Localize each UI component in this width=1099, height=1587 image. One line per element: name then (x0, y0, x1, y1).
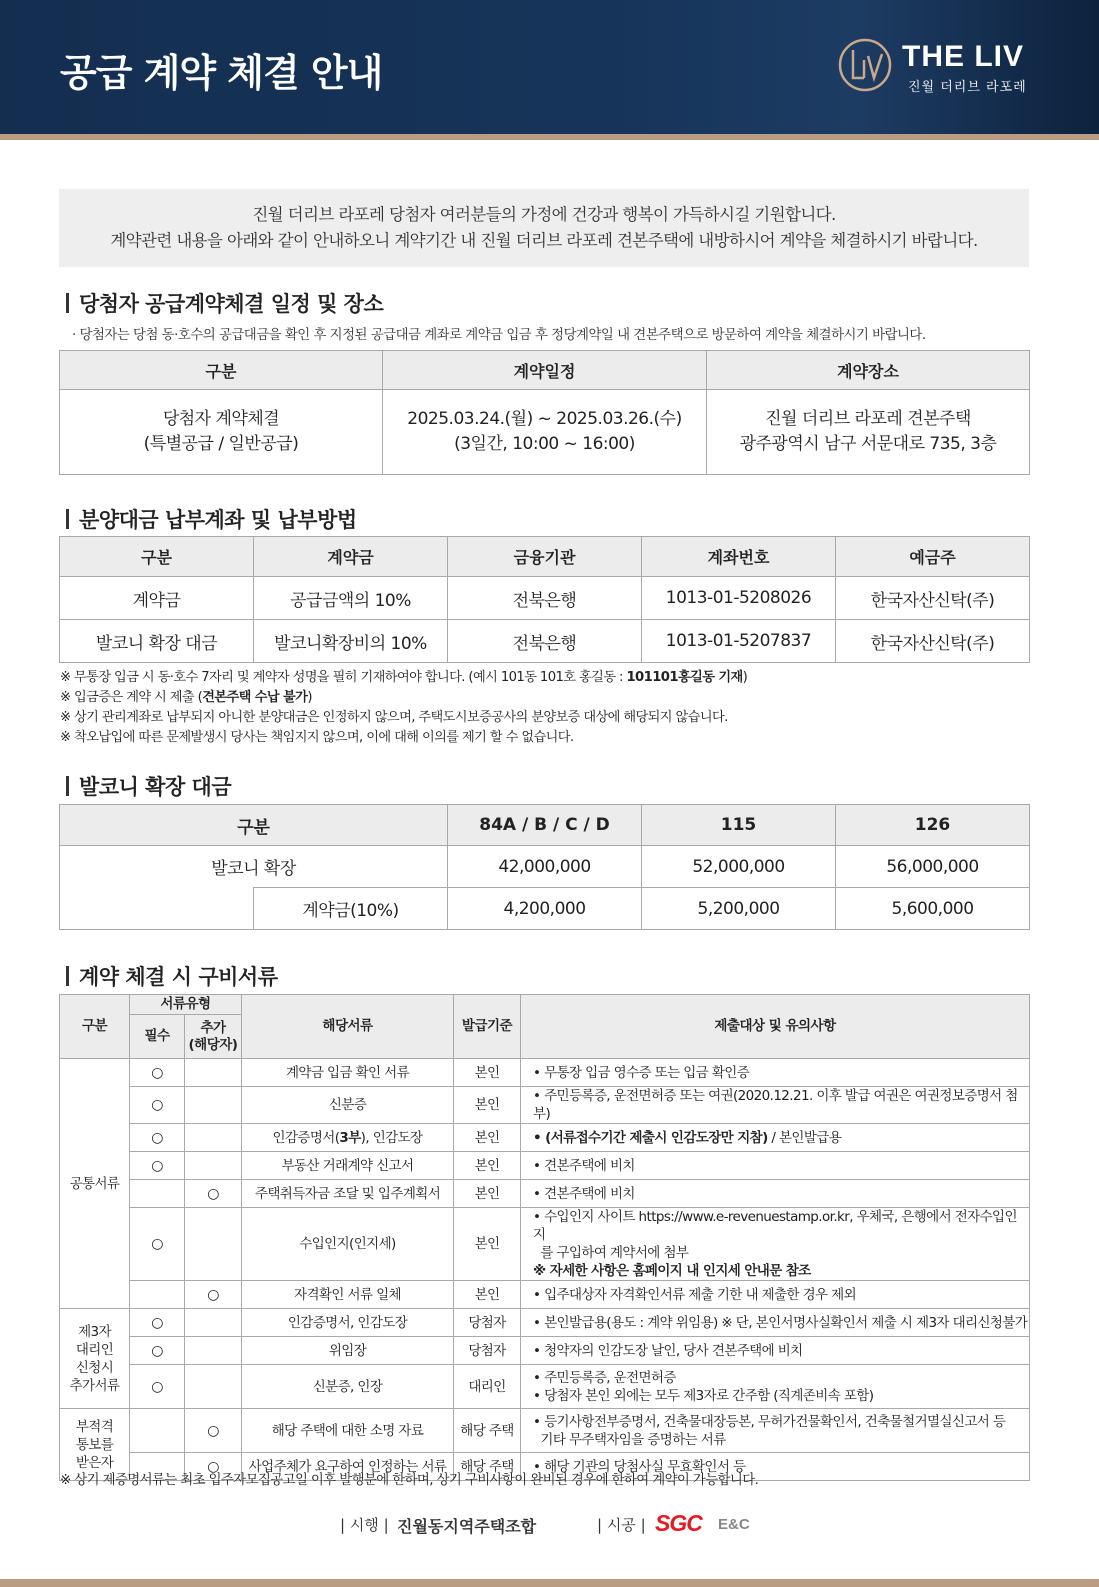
note-text: ※ 무통장 입금 시 동·호수 7자리 및 계약자 성명을 필히 기재하여야 합니다. (예시 101동 101호 홍길동 : (60, 670, 627, 685)
docs-header-document: 해당서류 (242, 995, 454, 1059)
note-tail: ) (307, 690, 312, 705)
doc-note-line: • 등기사항전부증명서, 건축물대장등본, 무허가건물확인서, 건축물철거멸실신고서 등 (533, 1413, 1006, 1430)
payment-note-3 (60, 708, 747, 728)
note-text: ※ 착오납입에 따른 문제발생시 당사는 책임지지 않으며, 이에 대해 이의를 제기 할 수 없습니다. (60, 730, 574, 745)
doc-note-post: / 본인발급용 (767, 1129, 842, 1146)
doc-note: • 견본주택에 비치 (521, 1152, 1030, 1180)
doc-name: 계약금 입금 확인 서류 (242, 1059, 454, 1087)
note-text: ※ 상기 관리계좌로 납부되지 아니한 분양대금은 인정하지 않으며, 주택도시보증공사의 분양보증 대상에 해당되지 않습니다. (60, 710, 728, 725)
docs-header-issuer: 발급기준 (454, 995, 521, 1059)
payment-header-bank: 금융기관 (448, 537, 642, 577)
page-header (0, 0, 1099, 134)
doc-issuer: 본인 (454, 1087, 521, 1124)
doc-issuer: 본인 (454, 1208, 521, 1281)
required-empty (130, 1409, 185, 1453)
docs-header-required: 필수 (130, 1015, 185, 1059)
doc-note (521, 1208, 1030, 1281)
doc-note (521, 1365, 1030, 1409)
additional-empty (185, 1309, 242, 1337)
balcony-header-gubun: 구분 (60, 805, 448, 846)
table-row (60, 1059, 1030, 1087)
doc-note-line: 기타 무주택자임을 증명하는 서류 (533, 1431, 726, 1448)
table-row (60, 1087, 1030, 1124)
required-mark: ○ (130, 1208, 185, 1281)
payment-note-2 (60, 688, 747, 708)
docs-group-proxy: 제3자 대리인 신청시 추가서류 (60, 1309, 130, 1409)
schedule-date-line2: (3일간, 10:00 ~ 16:00) (454, 434, 635, 454)
schedule-cell-place (707, 390, 1030, 475)
balcony-value: 56,000,000 (836, 846, 1030, 888)
doc-name: 인감증명서, 인감도장 (242, 1309, 454, 1337)
doc-issuer: 해당 주택 (454, 1453, 521, 1481)
table-row (60, 1365, 1030, 1409)
doc-issuer: 대리인 (454, 1365, 521, 1409)
table-row (60, 1208, 1030, 1281)
payment-cell: 발코니 확장 대금 (60, 620, 254, 663)
doc-note-line: • 수입인지 사이트 https://www.e-revenuestamp.or.kr, 우체국, 은행에서 전자수입인지 (533, 1209, 1017, 1243)
doc-issuer: 당첨자 (454, 1337, 521, 1365)
doc-note: • 본인발급용(용도 : 계약 위임용) ※ 단, 본인서명사실확인서 제출 시 제3자 대리신청불가 (521, 1309, 1030, 1337)
required-mark: ○ (130, 1059, 185, 1087)
required-empty (130, 1281, 185, 1309)
doc-note-line: 를 구입하여 계약서에 첨부 (533, 1245, 689, 1261)
balcony-empty-cell (60, 888, 254, 930)
additional-empty (185, 1087, 242, 1124)
additional-empty (185, 1152, 242, 1180)
doc-name: 사업주체가 요구하여 인정하는 서류 (242, 1453, 454, 1481)
schedule-table (59, 350, 1030, 475)
doc-note-bold-line: ※ 자세한 사항은 홈페이지 내 인지세 안내문 참조 (533, 1263, 811, 1279)
doc-name: 자격확인 서류 일체 (242, 1281, 454, 1309)
table-row (60, 1409, 1030, 1453)
header-accent-bar (0, 134, 1099, 140)
table-row (60, 1337, 1030, 1365)
greeting-line-2: 계약관련 내용을 아래와 같이 안내하오니 계약기간 내 진월 더리브 라포레 견본주택에 내방하시어 계약을 체결하시기 바랍니다. (110, 231, 978, 250)
payment-cell: 한국자산신탁(주) (836, 620, 1030, 663)
additional-mark: ○ (185, 1409, 242, 1453)
footer-developer-name: 진월동지역주택조합 (397, 1517, 537, 1536)
balcony-value: 5,600,000 (836, 888, 1030, 930)
table-row (60, 577, 1030, 620)
schedule-date-line1: 2025.03.24.(월) ~ 2025.03.26.(수) (407, 409, 682, 429)
doc-name (242, 1124, 454, 1152)
documents-table (59, 994, 1030, 1481)
balcony-value: 52,000,000 (642, 846, 836, 888)
payment-header-deposit: 계약금 (254, 537, 448, 577)
doc-name: 수입인지(인지세) (242, 1208, 454, 1281)
doc-name-pre: 인감증명서( (272, 1129, 340, 1146)
payment-table (59, 536, 1030, 663)
doc-name: 주택취득자금 조달 및 입주계획서 (242, 1180, 454, 1208)
additional-empty (185, 1365, 242, 1409)
payment-notes (60, 668, 747, 748)
greeting-box (59, 189, 1029, 267)
doc-issuer: 본인 (454, 1281, 521, 1309)
docs-header-notes: 제출대상 및 유의사항 (521, 995, 1030, 1059)
logo-sub-text: 진월 더리브 라포레 (908, 80, 1027, 95)
logo-main-text: THE LIV (902, 40, 1025, 73)
required-mark: ○ (130, 1124, 185, 1152)
balcony-header-84: 84A / B / C / D (448, 805, 642, 846)
required-mark: ○ (130, 1152, 185, 1180)
balcony-value: 4,200,000 (448, 888, 642, 930)
table-row (60, 620, 1030, 663)
docs-group-common: 공통서류 (60, 1059, 130, 1309)
payment-cell: 발코니확장비의 10% (254, 620, 448, 663)
doc-note: • 주민등록증, 운전면허증 또는 여권(2020.12.21. 이후 발급 여권은 여권정보증명서 첨부) (521, 1087, 1030, 1124)
required-mark: ○ (130, 1309, 185, 1337)
doc-note: • 입주대상자 자격확인서류 제출 기한 내 제출한 경우 제외 (521, 1281, 1030, 1309)
balcony-table (59, 804, 1030, 930)
doc-issuer: 해당 주택 (454, 1409, 521, 1453)
note-tail: ) (742, 670, 748, 685)
doc-name: 신분증, 인장 (242, 1365, 454, 1409)
additional-mark: ○ (185, 1180, 242, 1208)
table-row (60, 1152, 1030, 1180)
payment-cell: 전북은행 (448, 577, 642, 620)
schedule-header-place: 계약장소 (707, 351, 1030, 390)
section-title-payment: 분양대금 납부계좌 및 납부방법 (66, 504, 357, 534)
note-text: ※ 입금증은 계약 시 제출 ( (60, 690, 203, 705)
schedule-header-date: 계약일정 (383, 351, 707, 390)
doc-issuer: 당첨자 (454, 1309, 521, 1337)
doc-issuer: 본인 (454, 1152, 521, 1180)
additional-empty (185, 1208, 242, 1281)
doc-issuer: 본인 (454, 1124, 521, 1152)
section-title-balcony: 발코니 확장 대금 (66, 771, 231, 801)
payment-header-holder: 예금주 (836, 537, 1030, 577)
balcony-header-126: 126 (836, 805, 1030, 846)
payment-cell: 계약금 (60, 577, 254, 620)
doc-note-line: • 주민등록증, 운전면허증 (533, 1369, 676, 1386)
section-title-schedule: 당첨자 공급계약체결 일정 및 장소 (66, 288, 383, 318)
required-empty (130, 1180, 185, 1208)
schedule-type-line1: 당첨자 계약체결 (162, 409, 280, 429)
required-mark: ○ (130, 1087, 185, 1124)
balcony-value: 5,200,000 (642, 888, 836, 930)
payment-cell: 1013-01-5208026 (642, 577, 836, 620)
additional-mark: ○ (185, 1281, 242, 1309)
footer-accent-bar (0, 1579, 1099, 1587)
balcony-row-label: 계약금(10%) (254, 888, 448, 930)
doc-issuer: 본인 (454, 1180, 521, 1208)
required-mark: ○ (130, 1337, 185, 1365)
payment-cell: 한국자산신탁(주) (836, 577, 1030, 620)
balcony-header-115: 115 (642, 805, 836, 846)
balcony-row-label: 발코니 확장 (60, 846, 448, 888)
documents-final-note: ※ 상기 제증명서류는 최초 입주자모집공고일 이후 발행분에 한하며, 상기 구비사항이 완비된 경우에 한하여 계약이 가능합니다. (60, 1473, 759, 1488)
table-row (60, 888, 1030, 930)
payment-cell: 1013-01-5207837 (642, 620, 836, 663)
docs-group-unfit: 부적격 통보를 받은자 (60, 1409, 130, 1481)
additional-empty (185, 1337, 242, 1365)
additional-empty (185, 1059, 242, 1087)
doc-issuer: 본인 (454, 1059, 521, 1087)
payment-note-1 (60, 668, 747, 688)
table-row (60, 1180, 1030, 1208)
doc-name: 해당 주택에 대한 소명 자료 (242, 1409, 454, 1453)
sgc-logo-suffix: E&C (718, 1516, 750, 1533)
footer-builder-label: | 시공 | (597, 1516, 646, 1534)
schedule-header-gubun: 구분 (60, 351, 383, 390)
note-bold: 101101홍길동 기재 (626, 670, 743, 685)
doc-name-bold: 3부 (339, 1129, 361, 1146)
doc-note (521, 1124, 1030, 1152)
the-liv-logo (838, 38, 1048, 98)
additional-mark: ○ (185, 1453, 242, 1481)
schedule-place-line1: 진월 더리브 라포레 견본주택 (765, 409, 971, 429)
page-title: 공급 계약 체결 안내 (60, 51, 383, 95)
doc-note-line: • 당첨자 본인 외에는 모두 제3자로 간주함 (직계존비속 포함) (533, 1387, 874, 1404)
payment-note-4 (60, 728, 747, 748)
payment-header-account: 계좌번호 (642, 537, 836, 577)
payment-cell: 전북은행 (448, 620, 642, 663)
doc-name: 위임장 (242, 1337, 454, 1365)
section-title-documents: 계약 체결 시 구비서류 (66, 961, 278, 991)
doc-name: 신분증 (242, 1087, 454, 1124)
docs-header-additional: 추가 (해당자) (185, 1015, 242, 1059)
greeting-line-1: 진월 더리브 라포레 당첨자 여러분들의 가정에 건강과 행복이 가득하시길 기원합니다. (252, 205, 836, 224)
payment-header-gubun: 구분 (60, 537, 254, 577)
schedule-place-line2: 광주광역시 남구 서문대로 735, 3층 (739, 434, 997, 454)
table-row (60, 1124, 1030, 1152)
schedule-cell-date (383, 390, 707, 475)
footer-developer-label: | 시행 | (340, 1516, 389, 1534)
schedule-cell-type (60, 390, 383, 475)
doc-note-bold: • (서류접수기간 제출시 인감도장만 지참) (533, 1129, 768, 1146)
additional-empty (185, 1124, 242, 1152)
schedule-type-line2: (특별공급 / 일반공급) (143, 434, 299, 454)
table-row (60, 846, 1030, 888)
doc-note: • 견본주택에 비치 (521, 1180, 1030, 1208)
doc-note (521, 1409, 1030, 1453)
the-liv-emblem-icon (838, 38, 892, 92)
doc-name: 부동산 거래계약 신고서 (242, 1152, 454, 1180)
doc-name-post: ), 인감도장 (360, 1129, 423, 1146)
doc-note: • 해당 기관의 당첨사실 무효확인서 등 (521, 1453, 1030, 1481)
docs-header-type: 서류유형 (130, 995, 242, 1015)
sgc-logo: SGC (655, 1510, 702, 1536)
doc-note: • 무통장 입금 영수증 또는 입금 확인증 (521, 1059, 1030, 1087)
doc-note: • 청약자의 인감도장 날인, 당사 견본주택에 비치 (521, 1337, 1030, 1365)
table-row (60, 1281, 1030, 1309)
required-mark: ○ (130, 1365, 185, 1409)
schedule-note: · 당첨자는 당첨 동·호수의 공급대금을 확인 후 지정된 공급대금 계좌로 계약금 입금 후 정당계약일 내 견본주택으로 방문하여 계약을 체결하시기 바랍니다. (72, 328, 926, 343)
note-bold: 견본주택 수납 불가 (202, 690, 308, 705)
payment-cell: 공급금액의 10% (254, 577, 448, 620)
table-row (60, 1309, 1030, 1337)
docs-header-gubun: 구분 (60, 995, 130, 1059)
balcony-value: 42,000,000 (448, 846, 642, 888)
